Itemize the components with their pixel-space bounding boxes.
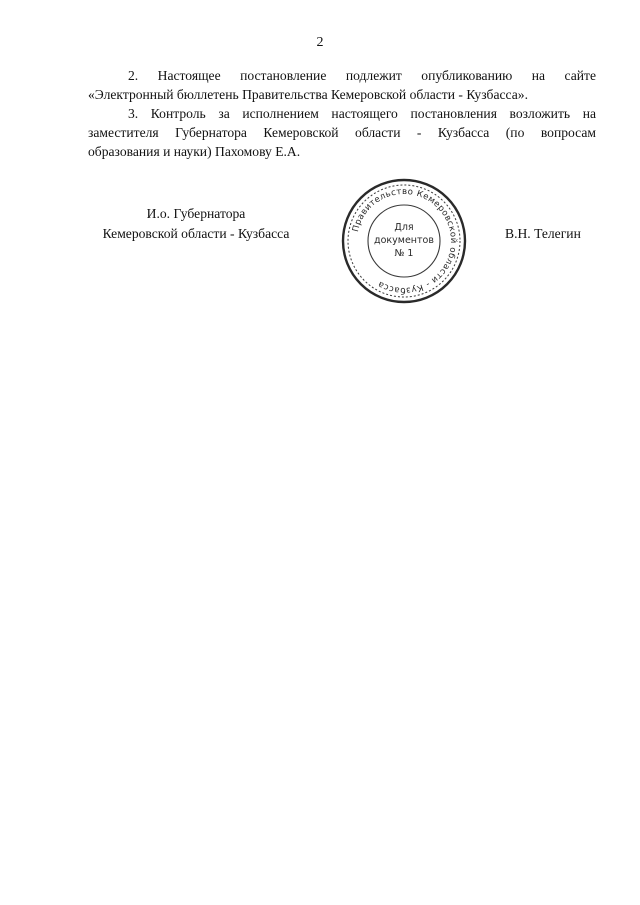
paragraph-line: «Электронный бюллетень Правительства Кемеровской области - Кузбасса». xyxy=(88,87,528,102)
seal-ring-text: Правительство Кемеровской области - Кузбасса xyxy=(350,186,459,296)
signatory-name: В.Н. Телегин xyxy=(505,226,581,241)
signatory-position-line: И.о. Губернатора xyxy=(146,206,246,221)
seal-center-line: Для xyxy=(394,222,414,233)
page-number: 2 xyxy=(316,35,324,50)
signatory-position-line: Кемеровской области - Кузбасса xyxy=(102,226,290,241)
paragraph-line: 2. Настоящее постановление подлежит опубликованию на сайте xyxy=(128,68,596,83)
seal-center-line: № 1 xyxy=(394,248,414,259)
seal-center-line: документов xyxy=(374,235,434,246)
official-seal xyxy=(338,175,470,307)
paragraph-control xyxy=(88,104,596,161)
signatory-position xyxy=(80,204,312,244)
paragraph-line: образования и науки) Пахомову Е.А. xyxy=(88,144,301,159)
paragraph-line: заместителя Губернатора Кемеровской области - Кузбасса (по вопросам xyxy=(88,125,596,140)
paragraph-publication xyxy=(88,66,596,104)
paragraph-line: 3. Контроль за исполнением настоящего постановления возложить на xyxy=(128,106,596,121)
document-body xyxy=(88,66,596,161)
